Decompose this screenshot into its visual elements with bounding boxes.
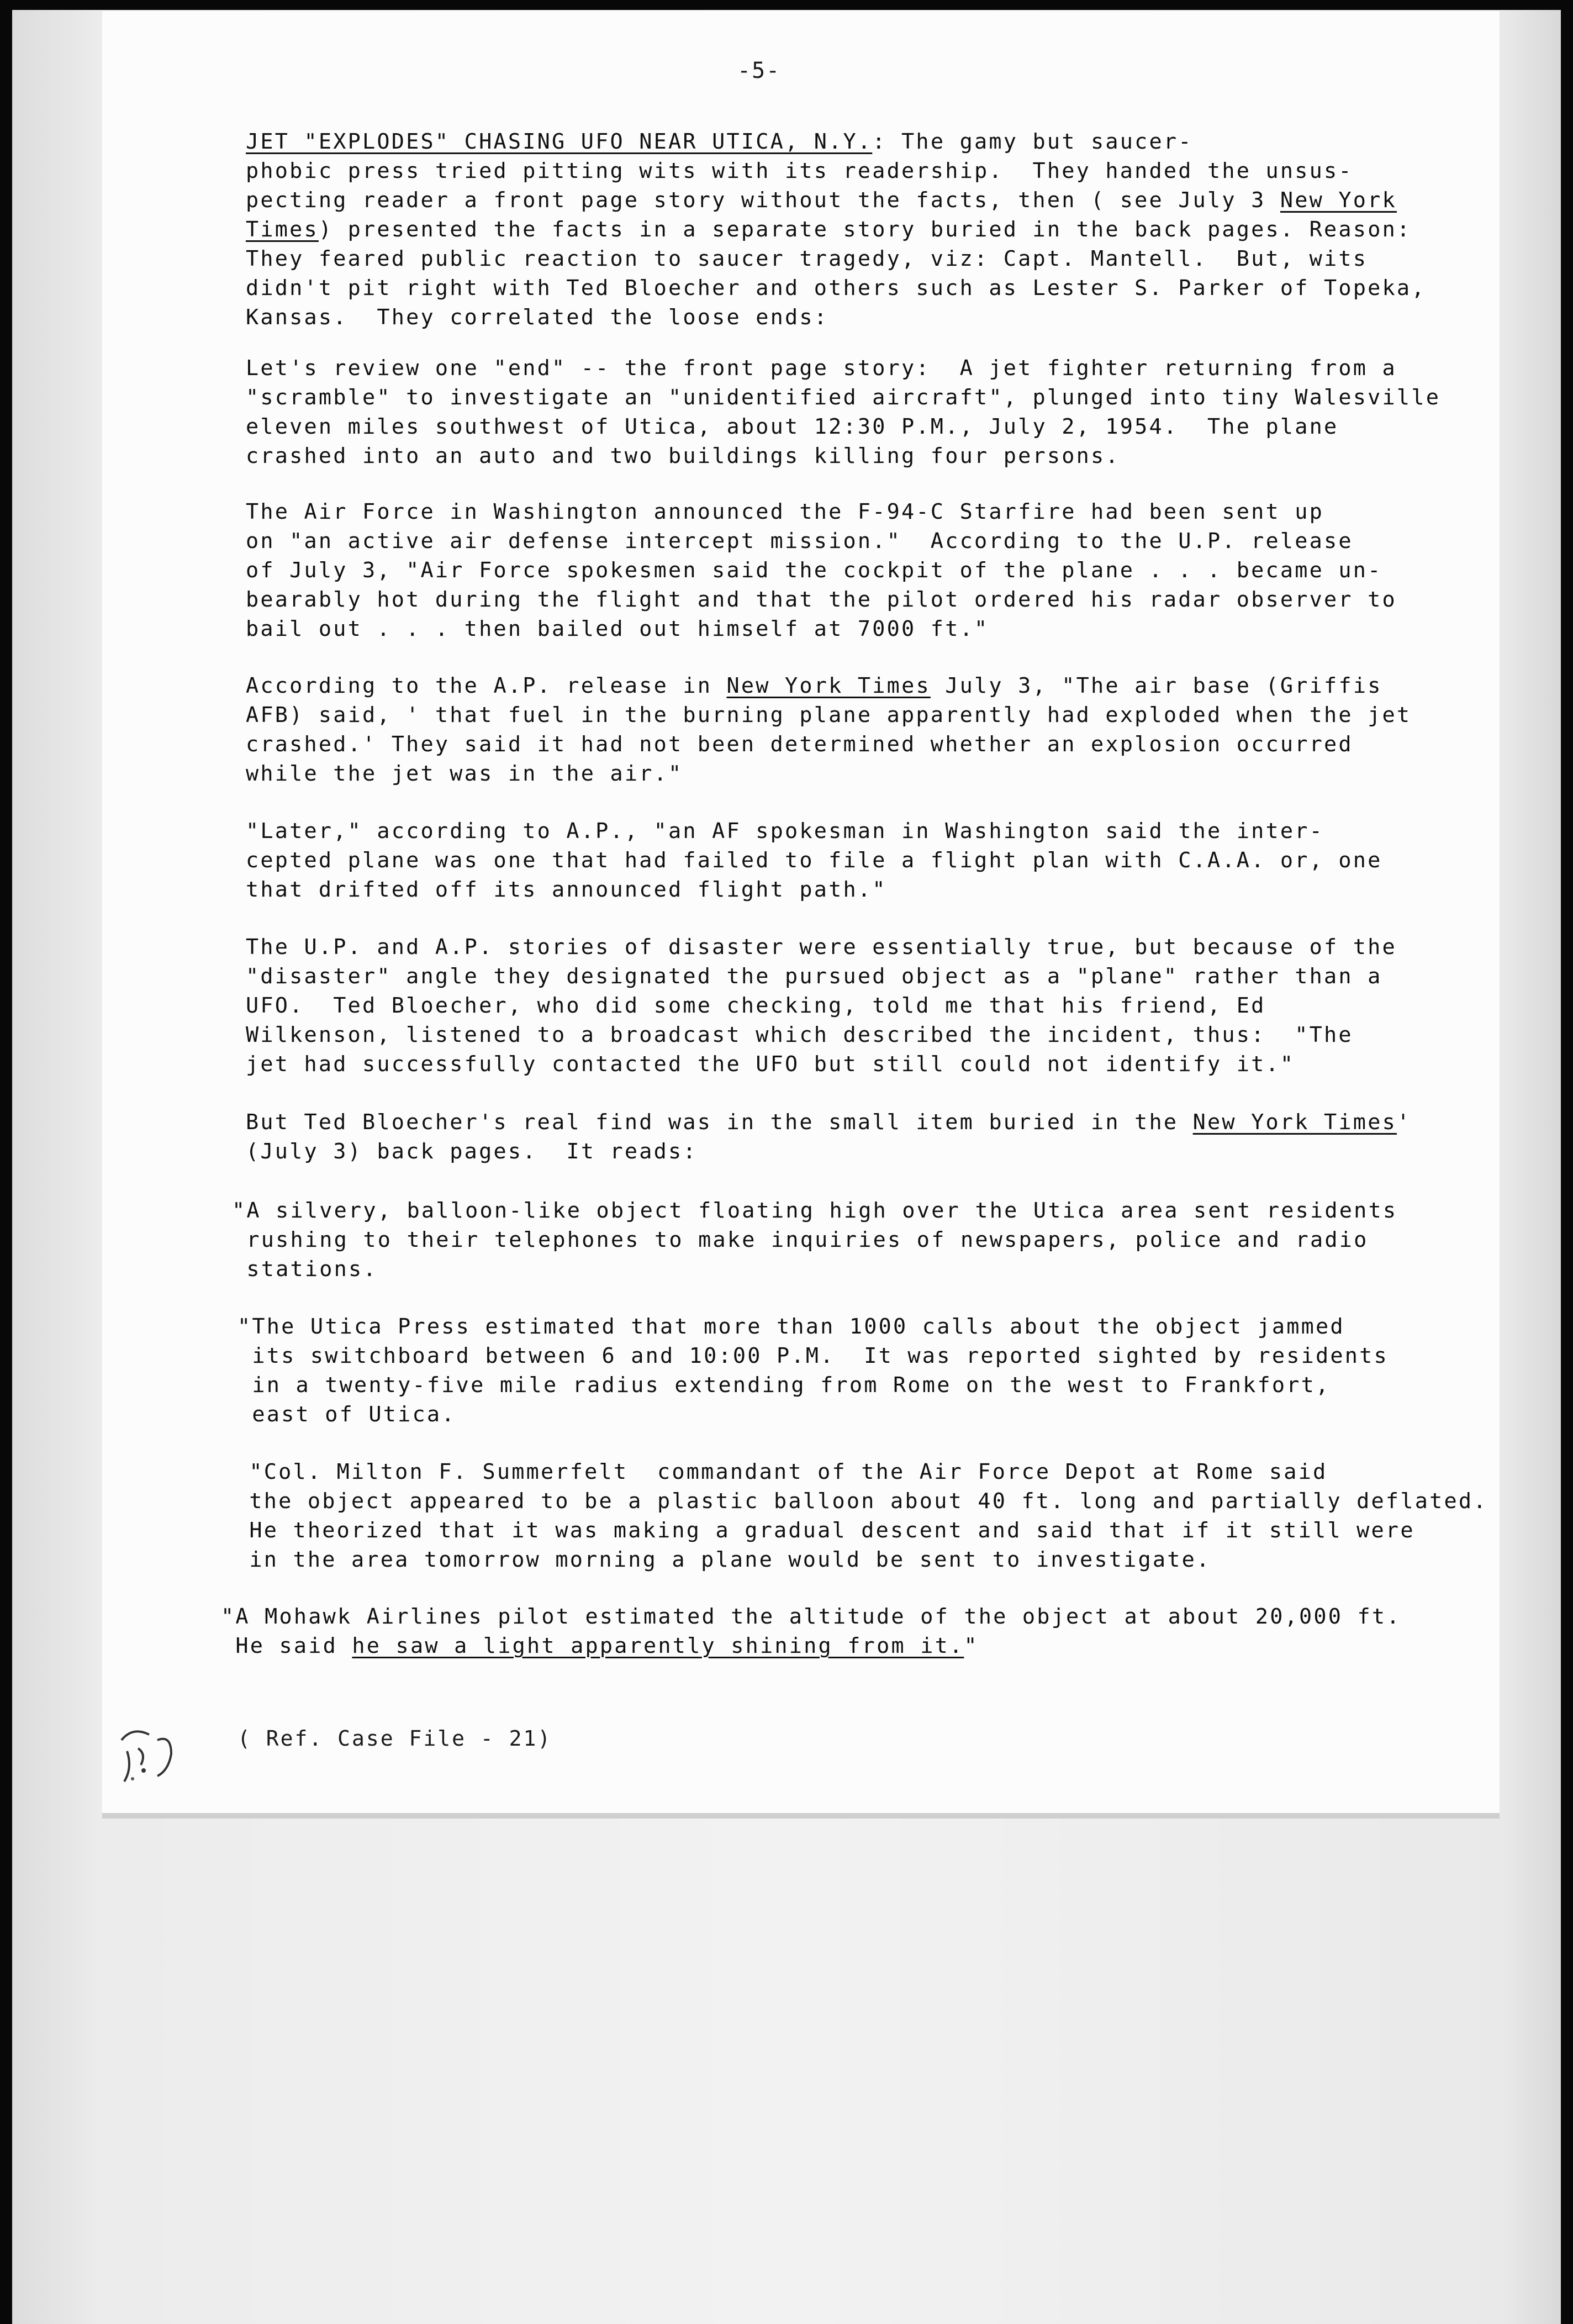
text-line xyxy=(246,186,1472,215)
line-text: crashed.' They said it had not been determined whether an explosion occurred xyxy=(246,732,1353,757)
line-text: pecting reader a front page story without the facts, then ( see July 3 xyxy=(246,188,1280,213)
scan-border-top xyxy=(0,0,1573,10)
text-line xyxy=(246,932,1472,962)
underlined-text: New York Times xyxy=(726,673,931,698)
text-line xyxy=(246,441,1472,471)
text-line xyxy=(246,1050,1472,1079)
line-text: of July 3, "Air Force spokesmen said the cockpit of the plane . . . became un- xyxy=(246,558,1382,583)
line-text: that drifted off its announced flight path." xyxy=(246,877,887,902)
line-text: east of Utica. xyxy=(237,1402,456,1427)
paragraph-real-find xyxy=(246,1108,1472,1166)
text-line xyxy=(246,585,1472,614)
line-text: while the jet was in the air." xyxy=(246,761,683,786)
line-text: "Later," according to A.P., "an AF spokesman in Washington said the inter- xyxy=(246,819,1324,844)
ink-smudge-mark xyxy=(105,1718,221,1801)
text-line xyxy=(221,1631,1447,1661)
line-text: They feared public reaction to saucer tragedy, viz: Capt. Mantell. But, wits xyxy=(246,246,1368,271)
paragraph-af-spokesman xyxy=(246,816,1472,904)
line-text: ' xyxy=(1396,1110,1412,1135)
paragraph-disaster-angle xyxy=(246,932,1472,1079)
text-line xyxy=(246,759,1472,788)
text-line xyxy=(246,1137,1472,1166)
text-line xyxy=(246,700,1472,730)
line-text: on "an active air defense intercept mission." According to the U.P. release xyxy=(246,529,1353,554)
line-text: "disaster" angle they designated the pursued object as a "plane" rather than a xyxy=(246,964,1382,989)
line-text: Wilkenson, listened to a broadcast which described the incident, thus: "The xyxy=(246,1023,1353,1047)
line-text: " xyxy=(964,1633,979,1658)
text-line xyxy=(235,1545,1461,1574)
line-text: didn't pit right with Ted Bloecher and others such as Lester S. Parker of Topeka, xyxy=(246,276,1426,301)
text-line xyxy=(237,1400,1464,1429)
text-line xyxy=(237,1371,1464,1400)
line-text: its switchboard between 6 and 10:00 P.M. It was reported sighted by residents xyxy=(237,1343,1389,1368)
scan-border-right xyxy=(1561,0,1573,2324)
text-line xyxy=(246,412,1472,441)
page-number: -5- xyxy=(737,58,781,83)
case-file-reference: ( Ref. Case File - 21) xyxy=(237,1726,552,1751)
line-text: AFB) said, ' that fuel in the burning plane apparently had exploded when the jet xyxy=(246,703,1412,728)
text-line xyxy=(246,556,1472,585)
text-line xyxy=(246,383,1472,412)
underlined-text: he saw a light apparently shining from it. xyxy=(352,1633,964,1658)
line-text: : The gamy but saucer- xyxy=(872,129,1193,154)
quote-mohawk-pilot xyxy=(221,1602,1447,1661)
scan-border-left xyxy=(0,0,12,2324)
line-text: "A silvery, balloon-like object floating high over the Utica area sent residents xyxy=(232,1198,1398,1223)
text-line xyxy=(246,1108,1472,1137)
line-text: eleven miles southwest of Utica, about 12:30 P.M., July 2, 1954. The plane xyxy=(246,414,1339,439)
line-text: "Col. Milton F. Summerfelt commandant of the Air Force Depot at Rome said xyxy=(235,1459,1328,1484)
text-line xyxy=(246,816,1472,846)
line-text: According to the A.P. release in xyxy=(246,673,727,698)
text-line xyxy=(246,354,1472,383)
paragraph-headline-story xyxy=(246,127,1472,332)
line-text: He theorized that it was making a gradual descent and said that if it still were xyxy=(235,1518,1415,1543)
text-line xyxy=(235,1516,1461,1545)
text-line xyxy=(246,614,1472,644)
line-text: The U.P. and A.P. stories of disaster were essentially true, but because of the xyxy=(246,935,1397,960)
line-text: cepted plane was one that had failed to file a flight plan with C.A.A. or, one xyxy=(246,848,1382,873)
line-text: The Air Force in Washington announced the F-94-C Starfire had been sent up xyxy=(246,499,1324,524)
paragraph-front-page-story xyxy=(246,354,1472,471)
line-text: in the area tomorrow morning a plane would be sent to investigate. xyxy=(235,1547,1211,1572)
text-line xyxy=(246,991,1472,1020)
text-line xyxy=(246,497,1472,526)
text-line xyxy=(246,244,1472,273)
text-line xyxy=(232,1255,1458,1284)
text-line xyxy=(246,156,1472,186)
paragraph-air-force-announcement xyxy=(246,497,1472,644)
text-line xyxy=(237,1312,1464,1341)
line-text: in a twenty-five mile radius extending from Rome on the west to Frankfort, xyxy=(237,1373,1331,1398)
line-text: bearably hot during the flight and that the pilot ordered his radar observer to xyxy=(246,587,1397,612)
text-line xyxy=(235,1457,1461,1487)
text-line xyxy=(246,303,1472,332)
line-text: (July 3) back pages. It reads: xyxy=(246,1139,698,1164)
paragraph-ap-release xyxy=(246,671,1472,788)
line-text: "A Mohawk Airlines pilot estimated the altitude of the object at about 20,000 ft. xyxy=(221,1604,1401,1629)
line-text: July 3, "The air base (Griffis xyxy=(930,673,1382,698)
text-line xyxy=(246,1020,1472,1050)
underlined-text: JET "EXPLODES" CHASING UFO NEAR UTICA, N.Y. xyxy=(246,129,873,154)
quote-col-summerfelt xyxy=(235,1457,1488,1574)
line-text: UFO. Ted Bloecher, who did some checking, told me that his friend, Ed xyxy=(246,993,1266,1018)
line-text: "The Utica Press estimated that more than 1000 calls about the object jammed xyxy=(237,1314,1345,1339)
text-line xyxy=(235,1487,1488,1516)
line-text: Kansas. They correlated the loose ends: xyxy=(246,305,829,330)
line-text: He said xyxy=(221,1633,352,1658)
text-line xyxy=(246,846,1472,875)
text-line xyxy=(246,730,1472,759)
line-text: But Ted Bloecher's real find was in the small item buried in the xyxy=(246,1110,1193,1135)
text-line xyxy=(237,1341,1464,1371)
text-line xyxy=(232,1196,1458,1225)
line-text: ) presented the facts in a separate story buried in the back pages. Reason: xyxy=(318,217,1412,242)
text-line xyxy=(221,1602,1447,1631)
underlined-text: Times xyxy=(246,217,319,242)
line-text: rushing to their telephones to make inquiries of newspapers, police and radio xyxy=(232,1227,1369,1252)
text-line xyxy=(246,671,1472,700)
line-text: stations. xyxy=(232,1257,378,1282)
text-line xyxy=(246,875,1472,904)
line-text: the object appeared to be a plastic balloon about 40 ft. long and partially deflated. xyxy=(235,1489,1488,1514)
line-text: jet had successfully contacted the UFO but still could not identify it." xyxy=(246,1052,1295,1077)
quote-silvery-object xyxy=(232,1196,1458,1284)
text-line xyxy=(246,215,1472,244)
underlined-text: New York xyxy=(1280,188,1397,213)
text-line xyxy=(246,273,1472,303)
text-line xyxy=(246,962,1472,991)
text-line xyxy=(246,526,1472,556)
line-text: phobic press tried pitting wits with its readership. They handed the unsus- xyxy=(246,159,1353,183)
line-text: crashed into an auto and two buildings killing four persons. xyxy=(246,444,1120,468)
underlined-text: New York Times xyxy=(1192,1110,1397,1135)
text-line xyxy=(246,127,1472,156)
quote-utica-press xyxy=(237,1312,1464,1429)
line-text: bail out . . . then bailed out himself at 7000 ft." xyxy=(246,616,989,641)
text-line xyxy=(232,1225,1458,1255)
line-text: "scramble" to investigate an "unidentified aircraft", plunged into tiny Walesville xyxy=(246,385,1441,410)
document-page xyxy=(102,11,1500,1813)
line-text: Let's review one "end" -- the front page story: A jet fighter returning from a xyxy=(246,356,1397,381)
